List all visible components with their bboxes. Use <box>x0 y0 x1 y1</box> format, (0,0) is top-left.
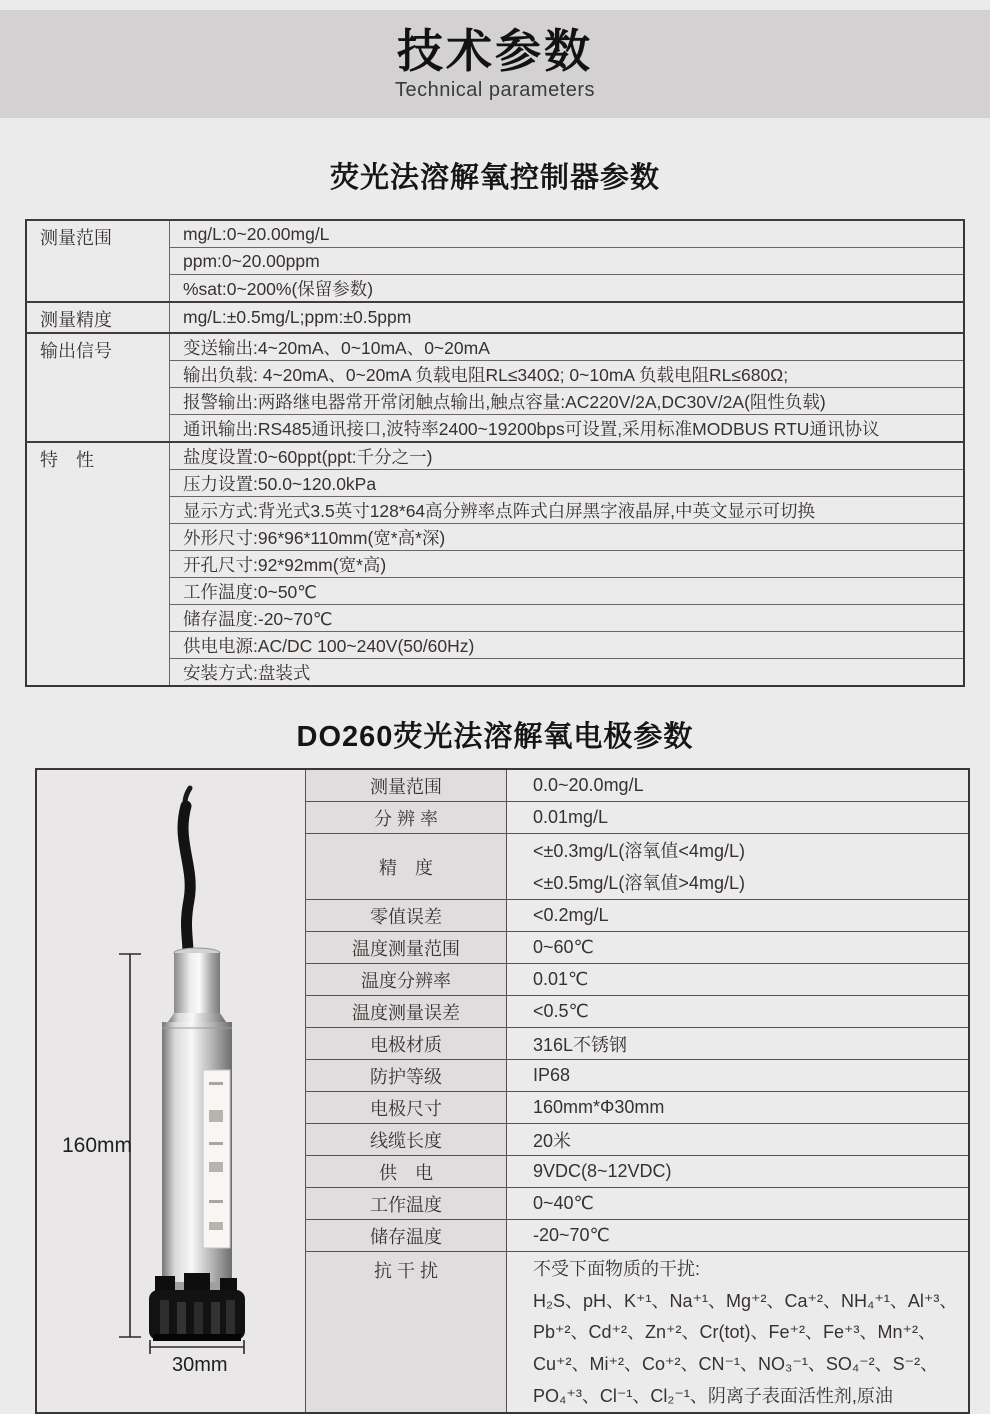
spec-row <box>26 302 964 333</box>
spec-value: <0.2mg/L <box>507 900 970 932</box>
spec-label: 温度测量范围 <box>306 932 507 964</box>
electrode-parameters-table <box>35 768 970 1414</box>
spec-label: 温度分辨率 <box>306 964 507 996</box>
spec-value: mg/L:0~20.00mg/L <box>170 220 965 248</box>
spec-group-label: 特 性 <box>26 442 170 686</box>
spec-group-label: 测量范围 <box>26 220 170 302</box>
probe-height-dimension-label: 160mm <box>62 1134 133 1157</box>
spec-value: 安装方式:盘装式 <box>170 659 965 687</box>
spec-value: 工作温度:0~50℃ <box>170 578 965 605</box>
spec-value: 0.01℃ <box>507 964 970 996</box>
spec-value: 压力设置:50.0~120.0kPa <box>170 470 965 497</box>
spec-value: 输出负载: 4~20mA、0~20mA 负载电阻RL≤340Ω; 0~10mA 负载电阻RL≤680Ω; <box>170 361 965 388</box>
controller-parameters-table <box>25 219 965 687</box>
spec-value: 外形尺寸:96*96*110mm(宽*高*深) <box>170 524 965 551</box>
spec-value: IP68 <box>507 1060 970 1092</box>
spec-group-label: 测量精度 <box>26 302 170 333</box>
spec-row <box>36 769 969 802</box>
header-banner <box>0 10 990 118</box>
spec-label: 抗 干 扰 <box>306 1252 507 1413</box>
spec-label: 供 电 <box>306 1156 507 1188</box>
spec-row <box>26 333 964 361</box>
spec-value: 0~40℃ <box>507 1188 970 1220</box>
spec-row <box>26 220 964 248</box>
spec-value: 供电电源:AC/DC 100~240V(50/60Hz) <box>170 632 965 659</box>
spec-label: 电极尺寸 <box>306 1092 507 1124</box>
spec-row <box>26 442 964 470</box>
page-subtitle: Technical parameters <box>394 79 596 102</box>
spec-value: -20~70℃ <box>507 1220 970 1252</box>
spec-label: 电极材质 <box>306 1028 507 1060</box>
spec-label: 防护等级 <box>306 1060 507 1092</box>
probe-collar <box>168 1013 226 1022</box>
spec-value: 316L不锈钢 <box>507 1028 970 1060</box>
electrode-table-body <box>36 769 969 1413</box>
spec-value: 0~60℃ <box>507 932 970 964</box>
controller-section-title: 荧光法溶解氧控制器参数 <box>329 162 660 194</box>
spec-value: mg/L:±0.5mg/L;ppm:±0.5ppm <box>170 302 965 333</box>
spec-value: 通讯输出:RS485通讯接口,波特率2400~19200bps可设置,采用标准MODBUS RTU通讯协议 <box>170 415 965 443</box>
probe-cable <box>183 788 190 954</box>
spec-label: 测量范围 <box>306 769 507 802</box>
page-title: 技术参数 <box>397 25 593 77</box>
spec-value: 盐度设置:0~60ppt(ppt:千分之一) <box>170 442 965 470</box>
probe-neck <box>174 953 220 1013</box>
spec-label: 温度测量误差 <box>306 996 507 1028</box>
probe-label-sticker <box>203 1070 230 1248</box>
spec-value: 报警输出:两路继电器常开常闭触点输出,触点容量:AC220V/2A,DC30V/2A(阻性负载) <box>170 388 965 415</box>
electrode-section-title: DO260荧光法溶解氧电极参数 <box>296 721 694 753</box>
spec-value: <0.5℃ <box>507 996 970 1028</box>
spec-value: 9VDC(8~12VDC) <box>507 1156 970 1188</box>
spec-value: 0.0~20.0mg/L <box>507 769 970 802</box>
spec-value: 不受下面物质的干扰: H₂S、pH、K⁺¹、Na⁺¹、Mg⁺²、Ca⁺²、NH₄⁺¹、Al⁺³、 Pb⁺²、Cd⁺²、Zn⁺²、Cr(tot)、Fe⁺²、Fe⁺³、Mn⁺²、 Cu⁺²、Mi⁺²、Co⁺²、CN⁻¹、NO₃⁻¹、SO₄⁻²、S⁻²、 PO₄⁺³、Cl⁻¹、Cl₂⁻¹、阴离子表面活性剂,原油 <box>507 1252 970 1413</box>
spec-label: 精 度 <box>306 834 507 900</box>
spec-label: 分 辨 率 <box>306 802 507 834</box>
spec-value: <±0.3mg/L(溶氧值<4mg/L) <±0.5mg/L(溶氧值>4mg/L) <box>507 834 970 900</box>
spec-value: %sat:0~200%(保留参数) <box>170 275 965 303</box>
spec-value: 0.01mg/L <box>507 802 970 834</box>
spec-value: 20米 <box>507 1124 970 1156</box>
spec-group-label: 输出信号 <box>26 333 170 442</box>
controller-table-body <box>26 220 964 686</box>
spec-label: 工作温度 <box>306 1188 507 1220</box>
spec-value: 160mm*Φ30mm <box>507 1092 970 1124</box>
probe-photo <box>37 770 305 1391</box>
probe-cap <box>149 1273 245 1341</box>
spec-label: 储存温度 <box>306 1220 507 1252</box>
probe-photo-cell <box>36 769 306 1413</box>
spec-value: 显示方式:背光式3.5英寸128*64高分辨率点阵式白屏黑字液晶屏,中英文显示可切换 <box>170 497 965 524</box>
spec-value: 储存温度:-20~70℃ <box>170 605 965 632</box>
spec-label: 线缆长度 <box>306 1124 507 1156</box>
probe-width-dimension-label: 30mm <box>172 1354 228 1376</box>
spec-value: ppm:0~20.00ppm <box>170 248 965 275</box>
spec-value: 变送输出:4~20mA、0~10mA、0~20mA <box>170 333 965 361</box>
spec-value: 开孔尺寸:92*92mm(宽*高) <box>170 551 965 578</box>
spec-label: 零值误差 <box>306 900 507 932</box>
